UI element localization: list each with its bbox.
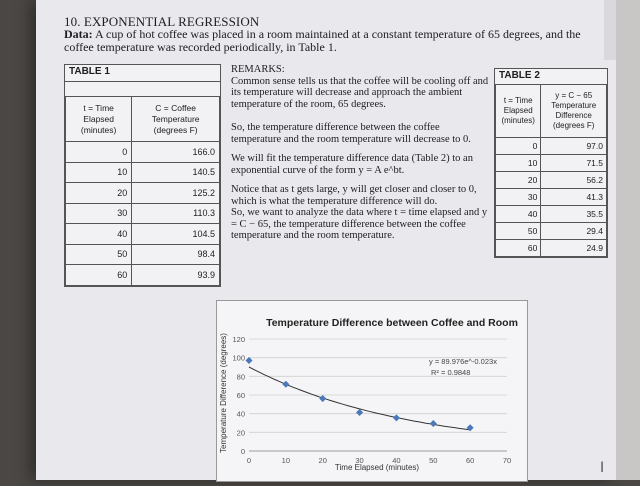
table-row — [496, 189, 607, 206]
chart-x-tick-label: 30 — [355, 456, 364, 465]
temperature-chart — [217, 301, 527, 481]
chart-y-tick-label: 0 — [240, 447, 245, 456]
table-cell: 93.9 — [132, 265, 220, 286]
table-cell: 166.0 — [132, 142, 220, 163]
table-cell: 60 — [66, 265, 132, 286]
remarks-paragraph-2: So, the temperature difference between the coffee temperature and the room temperature will decrease to 0. — [231, 122, 471, 145]
table-row — [66, 203, 220, 224]
chart-x-tick-label: 40 — [392, 456, 401, 465]
table-cell: 20 — [66, 183, 132, 204]
chart-x-axis-label: Time Elapsed (minutes) — [334, 463, 420, 472]
table-cell: 10 — [66, 162, 132, 183]
table-1-caption: TABLE 1 — [65, 65, 220, 82]
table-cell: 24.9 — [541, 240, 607, 257]
problem-description — [64, 28, 604, 54]
table-cell: 40 — [66, 224, 132, 245]
table-row — [66, 265, 220, 286]
table-cell: 50 — [496, 223, 541, 240]
table-2 — [494, 68, 608, 258]
page-title: 10. EXPONENTIAL REGRESSION — [64, 14, 260, 29]
table-cell: 40 — [496, 206, 541, 223]
chart-x-tick-label: 10 — [281, 456, 291, 465]
chart-x-tick-label: 60 — [465, 456, 475, 465]
chart-data-point — [282, 381, 289, 388]
table-row — [66, 183, 220, 204]
table-row — [496, 206, 607, 223]
chart-x-tick-label: 20 — [318, 456, 327, 465]
chart-y-axis-label: Temperature Difference (degrees) — [219, 333, 228, 453]
table-cell: 30 — [496, 189, 541, 206]
table-cell: 29.4 — [541, 223, 607, 240]
table-cell: 97.0 — [541, 138, 607, 155]
remarks-heading: REMARKS: — [231, 64, 285, 75]
chart-y-tick-label: 60 — [236, 391, 245, 400]
table-row — [496, 223, 607, 240]
table-row — [66, 224, 220, 245]
chart-data-point — [467, 424, 474, 431]
chart-data-point — [393, 414, 400, 421]
chart-x-tick-label: 70 — [502, 456, 512, 465]
remarks-paragraph-1: Common sense tells us that the coffee will be cooling off and its temperature will decrease and approach the ambient temperature of the room, 65 degrees. — [231, 75, 489, 110]
table-2-caption: TABLE 2 — [499, 70, 540, 81]
table-1 — [64, 64, 221, 287]
table-2-grid — [495, 84, 607, 257]
table-cell: 35.5 — [541, 206, 607, 223]
table-cell: 104.5 — [132, 224, 220, 245]
chart-container — [216, 300, 528, 482]
data-label: Data: — [64, 27, 93, 41]
table-row — [496, 172, 607, 189]
text-cursor-icon: I — [600, 460, 605, 476]
table-cell: 0 — [66, 142, 132, 163]
chart-y-tick-label: 20 — [236, 428, 245, 438]
table-cell: 41.3 — [541, 189, 607, 206]
chart-y-tick-label: 40 — [236, 409, 245, 419]
table-cell: 71.5 — [541, 155, 607, 172]
remarks-paragraph-4: Notice that as t gets large, y will get closer and closer to 0, which is what the temperature difference will do. — [231, 184, 477, 207]
page-corner — [604, 0, 616, 60]
chart-y-tick-label: 100 — [232, 353, 245, 363]
chart-y-tick-label: 120 — [232, 335, 245, 344]
worksheet-page — [36, 0, 616, 480]
table-cell: 30 — [66, 203, 132, 224]
table-row — [496, 155, 607, 172]
data-text: A cup of hot coffee was placed in a room maintained at a constant temperature of 65 degrees, and the coffee temperature was recorded periodically, in Table 1. — [64, 27, 581, 54]
chart-y-tick-label: 80 — [236, 372, 245, 382]
table-1-header-time: t = Time Elapsed (minutes) — [66, 97, 132, 142]
table-row — [66, 162, 220, 183]
table-2-header-diff: y = C − 65 Temperature Difference (degrees F) — [541, 85, 607, 138]
remarks-paragraph-3: We will fit the temperature difference data (Table 2) to an exponential curve of the form y = A e^bt. — [231, 153, 473, 176]
table-1-header-temp: C = Coffee Temperature (degrees F) — [132, 97, 220, 142]
table-cell: 20 — [496, 172, 541, 189]
table-cell: 98.4 — [132, 244, 220, 265]
table-cell: 0 — [496, 138, 541, 155]
table-cell: 50 — [66, 244, 132, 265]
table-cell: 140.5 — [132, 162, 220, 183]
remarks-paragraph-5: So, we want to analyze the data where t = time elapsed and y = C − 65, the temperature difference between the coffee temperature and the room temperature. — [231, 207, 488, 241]
table-cell: 56.2 — [541, 172, 607, 189]
table-cell: 125.2 — [132, 183, 220, 204]
remarks — [231, 64, 489, 250]
chart-title: Temperature Difference between Coffee and Room — [266, 317, 518, 329]
table-row — [496, 138, 607, 155]
chart-data-point — [430, 420, 437, 427]
chart-r2-label: R² = 0.9848 — [431, 368, 471, 377]
table-1-grid — [65, 96, 220, 286]
chart-x-tick-label: 50 — [429, 456, 438, 465]
table-cell: 60 — [496, 240, 541, 257]
chart-equation-label: y = 89.976e^-0.023x — [429, 357, 497, 366]
table-row — [496, 240, 607, 257]
table-cell: 10 — [496, 155, 541, 172]
chart-x-tick-label: 0 — [246, 456, 252, 465]
chart-data-point — [319, 395, 326, 402]
next-page-edge — [616, 0, 640, 480]
table-2-header-time: t = Time Elapsed (minutes) — [496, 85, 541, 138]
table-row — [66, 244, 220, 265]
table-cell: 110.3 — [132, 203, 220, 224]
table-row — [66, 142, 220, 163]
